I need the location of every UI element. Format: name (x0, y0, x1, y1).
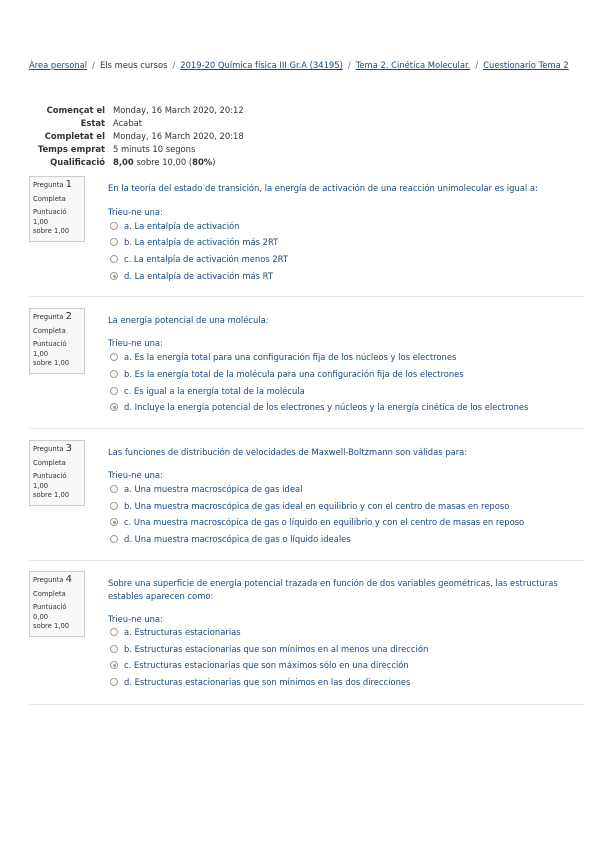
answer-option[interactable] (110, 677, 410, 687)
answer-label: c. La entalpía de activación menos 2RT (124, 254, 289, 264)
answer-prompt: Trieu-ne una: (108, 470, 163, 480)
radio-button-selected[interactable] (110, 403, 118, 411)
summary-label: Qualificació (50, 157, 105, 168)
summary-row-state (20, 117, 244, 130)
question-grade (33, 472, 81, 501)
question-text-1: En la teoría del estado de transición, la energía de activación de una reacción unimolecular es igual a: (108, 183, 538, 193)
radio-button[interactable] (110, 485, 118, 493)
question-text-3: Las funciones de distribución de velocidades de Maxwell-Boltzmann son válidas para: (108, 447, 468, 457)
question-info-3 (29, 440, 85, 506)
question-state: Completa (33, 589, 66, 598)
question-max-score: sobre 1,00 (33, 227, 70, 235)
answer-option[interactable] (110, 517, 524, 527)
answer-label: a. Estructuras estacionarias (124, 627, 241, 637)
radio-button[interactable] (110, 353, 118, 361)
question-info-2 (29, 308, 85, 374)
question-state: Completa (33, 194, 66, 203)
answer-label: d. Una muestra macroscópica de gas o líquido ideales (124, 534, 351, 544)
question-info-4 (29, 571, 85, 637)
radio-button[interactable] (110, 238, 118, 246)
answer-label: d. La entalpía de activación más RT (124, 271, 273, 281)
answer-option[interactable] (110, 660, 409, 670)
summary-grade-value: 8,00 sobre 10,00 (80%) (113, 157, 216, 168)
summary-value: 5 minuts 10 segons (113, 144, 196, 155)
question-text-2: La energía potencial de una molécula: (108, 315, 269, 325)
answer-label: b. La entalpía de activación más 2RT (124, 237, 279, 247)
question-number-value: 4 (65, 574, 72, 585)
grade-percent: 80% (192, 157, 213, 168)
question-divider (29, 296, 584, 297)
answer-option[interactable] (110, 534, 351, 544)
radio-button-selected[interactable] (110, 272, 118, 280)
grade-score: 8,00 (113, 157, 134, 168)
question-prefix: Pregunta (33, 313, 64, 321)
radio-button-selected[interactable] (110, 518, 118, 526)
breadcrumb-item-cursos: Els meus cursos (99, 60, 168, 70)
question-number-value: 2 (65, 311, 72, 322)
question-number (33, 444, 81, 455)
radio-button[interactable] (110, 370, 118, 378)
radio-button[interactable] (110, 387, 118, 395)
breadcrumb-separator: / (172, 60, 176, 70)
question-max-score: sobre 1,00 (33, 622, 70, 630)
answer-option[interactable] (110, 254, 288, 264)
answer-option[interactable] (110, 369, 464, 379)
question-prefix: Pregunta (33, 576, 64, 584)
answer-label: a. Una muestra macroscópica de gas ideal (124, 484, 303, 494)
breadcrumb-link-quiz[interactable]: Cuestionario Tema 2 (483, 60, 569, 70)
question-divider (29, 560, 584, 561)
answer-label: c. Estructuras estacionarias que son máximos sólo en una dirección (124, 660, 409, 670)
question-divider (29, 704, 584, 705)
summary-row-time-taken (20, 143, 244, 156)
answer-label: d. Estructuras estacionarias que son mínimos en las dos direcciones (124, 677, 411, 687)
question-grade (33, 208, 81, 237)
breadcrumb-separator: / (92, 60, 95, 70)
breadcrumb-link-course[interactable]: 2019-20 Química física III Gr.A (34195) (180, 60, 343, 70)
summary-label: Començat el (46, 105, 105, 115)
answer-label: b. Estructuras estacionarias que son mínimos en al menos una dirección (124, 644, 429, 654)
answer-prompt: Trieu-ne una: (108, 207, 163, 217)
answer-option[interactable] (110, 627, 241, 637)
answer-prompt: Trieu-ne una: (108, 338, 163, 348)
radio-button[interactable] (110, 535, 118, 543)
question-prefix: Pregunta (33, 445, 64, 453)
summary-row-grade (20, 156, 244, 169)
answer-option[interactable] (110, 352, 456, 362)
answer-option[interactable] (110, 386, 305, 396)
answer-option[interactable] (110, 644, 428, 654)
answer-label: c. Una muestra macroscópica de gas o líquido en equilibrio y con el centro de masas en reposo (124, 517, 525, 527)
summary-row-started (20, 104, 244, 117)
answer-label: c. Es igual a la energía total de la molécula (124, 386, 305, 396)
question-number-value: 1 (65, 179, 72, 190)
question-score: Puntuació 1,00 (33, 340, 67, 358)
question-state: Completa (33, 326, 66, 335)
question-grade (33, 603, 81, 632)
question-score: Puntuació 1,00 (33, 472, 67, 490)
question-number (33, 312, 81, 323)
summary-value: Monday, 16 March 2020, 20:18 (113, 131, 244, 142)
question-state: Completa (33, 458, 66, 467)
answer-option[interactable] (110, 484, 302, 494)
radio-button[interactable] (110, 255, 118, 263)
radio-button[interactable] (110, 678, 118, 686)
question-number (33, 575, 81, 586)
summary-value: Acabat (113, 118, 143, 129)
breadcrumb-separator: / (347, 60, 351, 70)
question-number-value: 3 (65, 443, 72, 454)
question-number (33, 180, 81, 191)
question-score: Puntuació 0,00 (33, 603, 67, 621)
question-text-4: Sobre una superficie de energía potencial trazada en función de dos variables geométricas, las estructuras estables aparecen como: (108, 578, 558, 601)
answer-label: a. La entalpía de activación (124, 221, 240, 231)
radio-button[interactable] (110, 628, 118, 636)
answer-option[interactable] (110, 221, 240, 231)
breadcrumb-link-area-personal[interactable]: Àrea personal (29, 60, 88, 70)
question-prefix: Pregunta (33, 181, 64, 189)
radio-button-selected[interactable] (110, 661, 118, 669)
answer-label: d. Incluye la energía potencial de los electrones y núcleos y la energía cinética de los electrones (124, 402, 529, 412)
answer-option[interactable] (110, 237, 278, 247)
breadcrumb-separator: / (475, 60, 479, 70)
question-max-score: sobre 1,00 (33, 491, 70, 499)
summary-label: Temps emprat (37, 144, 105, 155)
answer-prompt: Trieu-ne una: (108, 614, 163, 624)
summary-label: Estat (80, 118, 105, 129)
question-score: Puntuació 1,00 (33, 208, 67, 226)
answer-label: a. Es la energía total para una configuración fija de los núcleos y los electrones (124, 352, 457, 362)
attempt-summary (20, 104, 244, 169)
summary-label: Completat el (44, 131, 105, 142)
question-info-1 (29, 176, 85, 242)
summary-row-completed (20, 130, 244, 143)
breadcrumb (29, 60, 589, 70)
question-grade (33, 340, 81, 369)
answer-option[interactable] (110, 271, 273, 281)
answer-label: b. Es la energía total de la molécula para una configuración fija de los electrones (124, 369, 464, 379)
grade-out-of: sobre 10,00 (136, 157, 187, 168)
answer-option[interactable] (110, 501, 509, 511)
summary-value: Monday, 16 March 2020, 20:12 (113, 105, 244, 115)
radio-button[interactable] (110, 645, 118, 653)
answer-option[interactable] (110, 402, 528, 412)
radio-button[interactable] (110, 502, 118, 510)
question-divider (29, 428, 584, 429)
breadcrumb-link-topic[interactable]: Tema 2. Cinética Molecular. (355, 60, 471, 70)
answer-label: b. Una muestra macroscópica de gas ideal en equilibrio y con el centro de masas en reposo (124, 501, 510, 511)
radio-button[interactable] (110, 222, 118, 230)
question-max-score: sobre 1,00 (33, 359, 70, 367)
